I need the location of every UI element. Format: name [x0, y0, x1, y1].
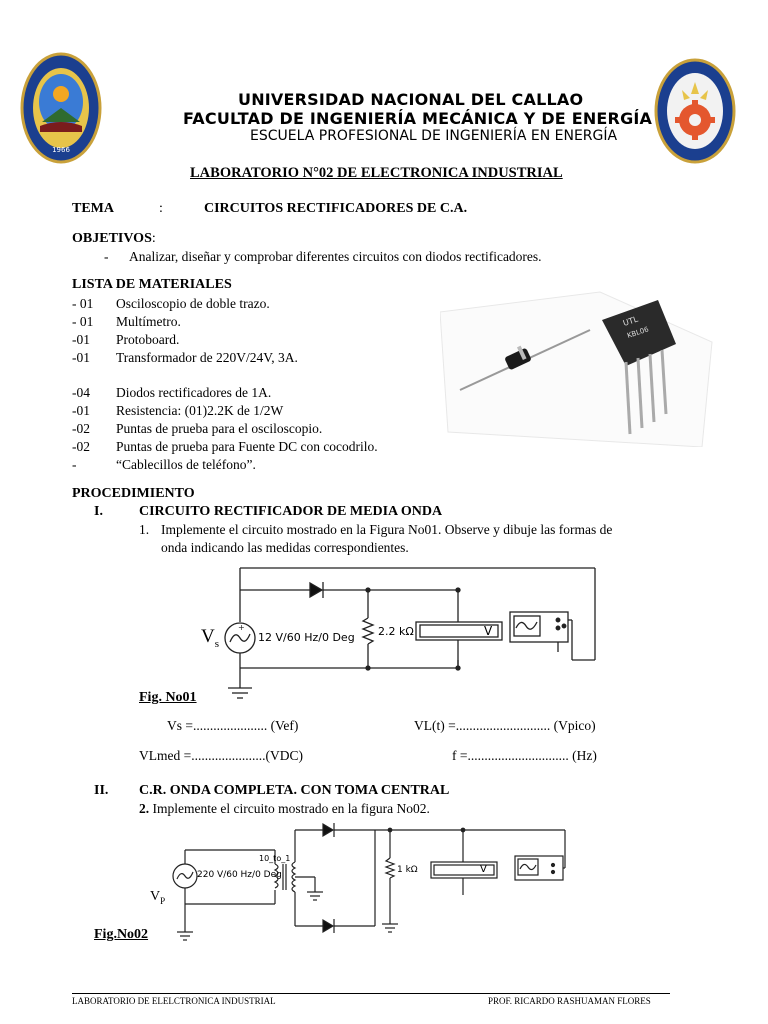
frequency-measure: f =.............................. (Hz)	[452, 748, 597, 763]
section-1-number: I.	[94, 504, 103, 519]
step-2	[139, 801, 430, 817]
vp-label-sub: P	[160, 895, 166, 906]
diode-2b-symbol	[323, 919, 334, 933]
fig-1-label: Fig. No01	[139, 690, 197, 705]
oscilloscope-symbol	[510, 612, 568, 642]
logo-year: 1966	[52, 146, 70, 154]
procedimiento-title: PROCEDIMIENTO	[72, 486, 195, 501]
material-qty: -02	[72, 439, 90, 454]
material-qty: - 01	[72, 296, 94, 311]
step-1-text-line1: Implemente el circuito mostrado en la Figura No01. Observe y dibuje las formas de	[161, 522, 613, 537]
resistor-2-symbol	[386, 858, 394, 878]
school-name: ESCUELA PROFESIONAL DE INGENIERÍA EN ENERGÍA	[250, 128, 618, 144]
material-qty: -01	[72, 332, 90, 347]
tema-value: CIRCUITOS RECTIFICADORES DE C.A.	[204, 201, 468, 216]
faculty-name: FACULTAD DE INGENIERÍA MECÁNICA Y DE ENERGÍA	[183, 109, 653, 128]
vs-label	[201, 626, 219, 650]
material-text: Diodos rectificadores de 1A.	[116, 385, 272, 400]
material-qty: -02	[72, 421, 90, 436]
voltmeter-1-label: V	[484, 624, 493, 638]
full-wave-circuit-diagram	[165, 820, 575, 945]
material-qty: -01	[72, 350, 90, 365]
material-text: Osciloscopio de doble trazo.	[116, 296, 270, 311]
source-1-label: 12 V/60 Hz/0 Deg	[258, 631, 355, 644]
ground-2a-symbol	[307, 892, 323, 900]
objetivos-colon: :	[151, 231, 156, 246]
diode-symbol	[310, 582, 323, 598]
tema-label: TEMA	[72, 201, 114, 216]
components-photo	[440, 282, 720, 447]
section-2-title: C.R. ONDA COMPLETA. CON TOMA CENTRAL	[139, 783, 450, 798]
source-2-label: 220 V/60 Hz/0 Deg	[197, 870, 282, 880]
step-2-number: 2.	[139, 801, 150, 816]
svg-text:+: +	[238, 623, 245, 632]
resistor-2-label: 1 kΩ	[397, 865, 418, 875]
ground-symbol	[228, 668, 252, 698]
voltmeter-2-label: V	[480, 864, 487, 875]
ground-2c-symbol	[177, 904, 193, 940]
transformer-ratio-label: 10_to_1	[259, 854, 291, 863]
objetivo-dash: -	[104, 249, 109, 264]
material-text: Resistencia: (01)2.2K de 1/2W	[116, 403, 284, 418]
ac-source-2-symbol	[173, 864, 197, 888]
material-qty: -01	[72, 403, 90, 418]
bridge-label-1: UTL	[621, 314, 640, 328]
footer-right: PROF. RICARDO RASHUAMAN FLORES	[488, 996, 651, 1006]
vs-label-sub: s	[214, 637, 220, 650]
ground-2b-symbol	[382, 924, 398, 932]
material-text: Puntas de prueba para Fuente DC con cocodrilo.	[116, 439, 378, 454]
tema-colon: :	[159, 201, 163, 216]
vl-peak-measure: VL(t) =............................ (Vpico)	[414, 718, 596, 733]
section-2-number: II.	[94, 783, 109, 798]
materiales-title: LISTA DE MATERIALES	[72, 277, 232, 292]
bridge-label-2: KBL06	[626, 325, 650, 340]
material-text: Multímetro.	[116, 314, 181, 329]
footer-left: LABORATORIO DE ELELCTRONICA INDUSTRIAL	[72, 996, 276, 1006]
objetivos-heading	[72, 231, 156, 247]
left-logo	[20, 52, 102, 164]
vl-mean-measure: VLmed =......................(VDC)	[139, 748, 303, 763]
voltmeter-2-symbol	[431, 862, 497, 878]
resistor-symbol	[363, 618, 373, 644]
footer-rule	[72, 993, 670, 994]
oscilloscope-2-symbol	[515, 856, 563, 880]
material-qty: -	[72, 457, 77, 472]
diode-2a-symbol	[323, 823, 334, 837]
material-text: Puntas de prueba para el osciloscopio.	[116, 421, 323, 436]
right-logo	[654, 58, 736, 164]
university-name: UNIVERSIDAD NACIONAL DEL CALLAO	[238, 90, 584, 109]
section-1-title: CIRCUITO RECTIFICADOR DE MEDIA ONDA	[139, 504, 443, 519]
vs-measure: Vs =...................... (Vef)	[167, 718, 299, 733]
vs-label-main: V	[201, 626, 215, 647]
lab-title: LABORATORIO N°02 DE ELECTRONICA INDUSTRIAL	[190, 165, 563, 181]
fig-2-label: Fig.No02	[94, 927, 149, 942]
material-qty: -04	[72, 385, 90, 400]
material-text: “Cablecillos de teléfono”.	[116, 457, 256, 472]
step-2-text: Implemente el circuito mostrado en la figura No02.	[152, 801, 430, 816]
resistor-1-label: 2.2 kΩ	[378, 625, 414, 638]
step-1-text-line2: onda indicando las medidas correspondientes.	[161, 540, 409, 555]
vp-label	[150, 889, 165, 906]
objetivo-item: Analizar, diseñar y comprobar diferentes circuitos con diodos rectificadores.	[129, 249, 542, 264]
vp-label-main: V	[150, 889, 161, 904]
material-text: Transformador de 220V/24V, 3A.	[116, 350, 298, 365]
ac-source-symbol	[225, 623, 255, 653]
material-text: Protoboard.	[116, 332, 180, 347]
objetivos-title: OBJETIVOS	[72, 231, 152, 246]
step-1-number: 1.	[139, 522, 150, 537]
material-qty: - 01	[72, 314, 94, 329]
